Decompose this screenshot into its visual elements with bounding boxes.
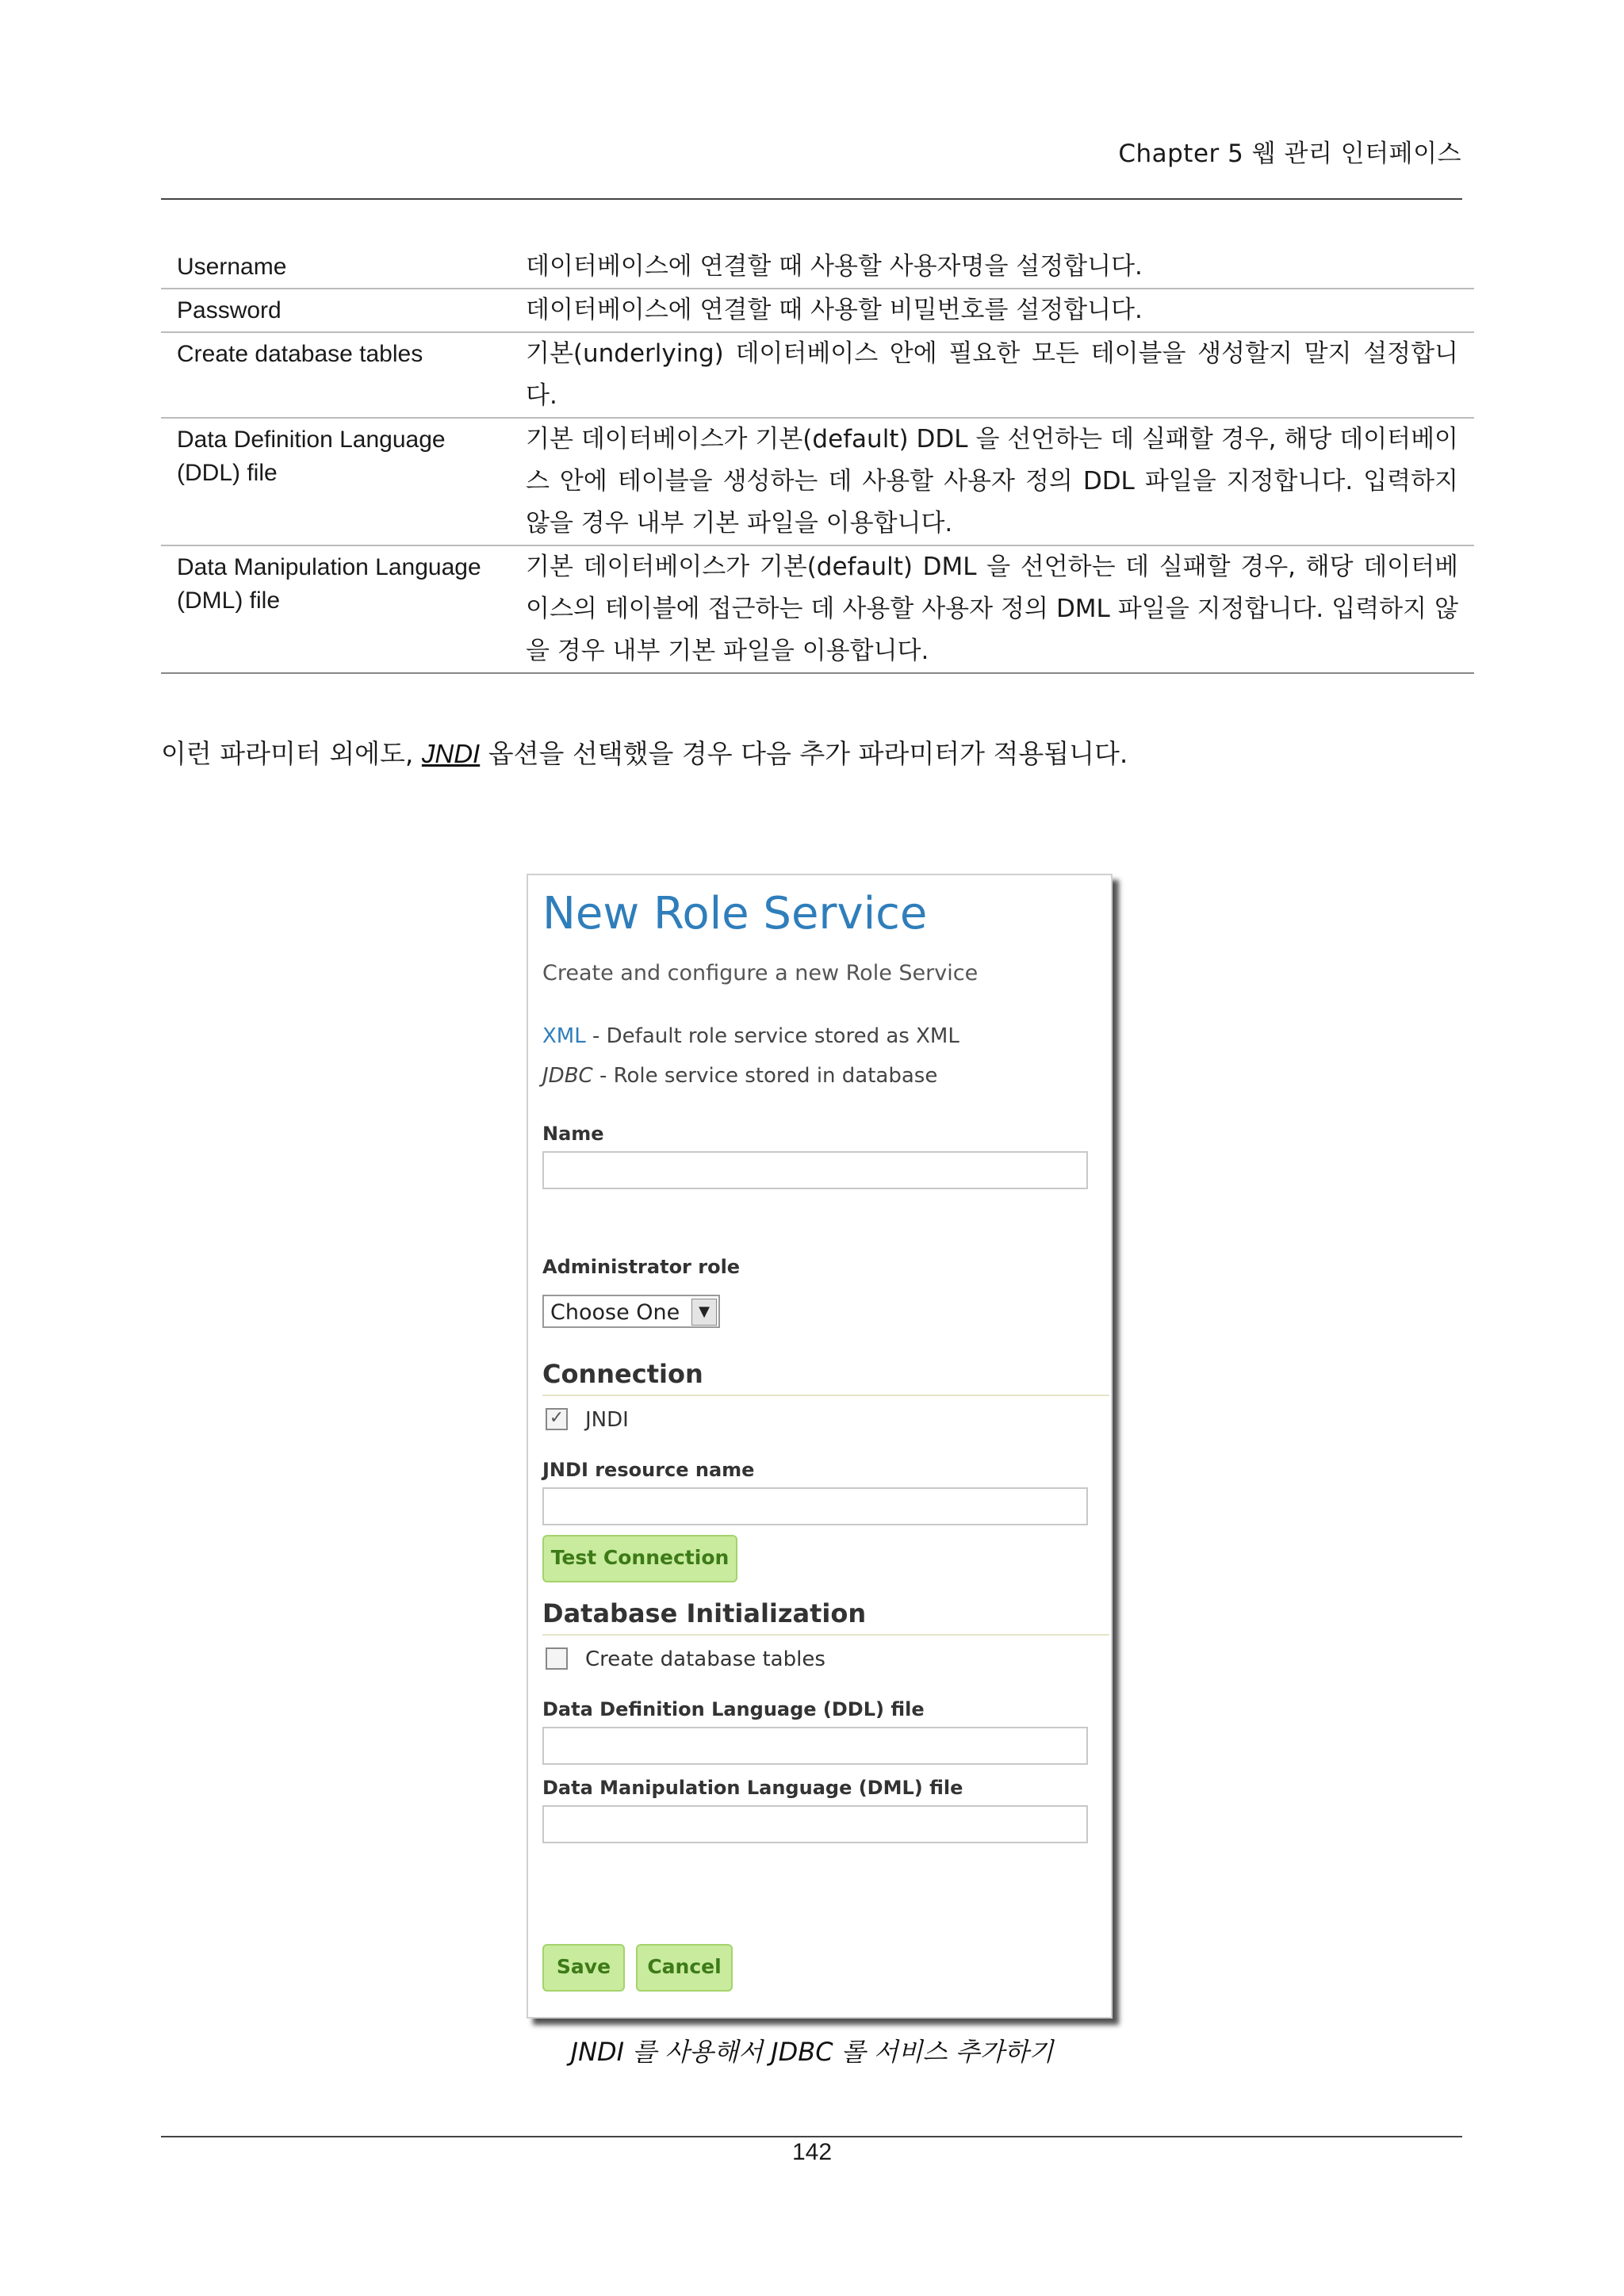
param-desc: 기본 데이터베이스가 기본(default) DML 을 선언하는 데 실패할 경우, 해당 데이터베이스의 테이블에 접근하는 데 사용할 사용자 정의 DML 파일을 지정합니다. 입력하지 않을 경우 내부 기본 파일을 이용합니다.	[526, 553, 1458, 665]
header-divider	[161, 198, 1462, 200]
figure-caption: JNDI 를 사용해서 JDBC 롤 서비스 추가하기	[570, 2037, 1054, 2067]
dml-label: Data Manipulation Language (DML) file	[542, 1777, 963, 1799]
test-connection-button[interactable]: Test Connection	[542, 1535, 737, 1582]
checkmark-icon: ✓	[549, 1408, 565, 1428]
xml-option-link[interactable]: XML	[542, 1024, 586, 1048]
param-desc: 기본(underlying) 데이터베이스 안에 필요한 모든 테이블을 생성할지 말지 설정합니다.	[526, 339, 1458, 410]
param-name: Data Definition Language (DDL) file	[177, 427, 446, 486]
param-name: Password	[177, 297, 282, 323]
chapter-header: Chapter 5 웹 관리 인터페이스	[1118, 140, 1461, 168]
intro-before: 이런 파라미터 외에도,	[161, 738, 422, 769]
new-role-service-screenshot	[527, 874, 1113, 2019]
admin-role-selected: Choose One	[550, 1300, 680, 1325]
panel-title: New Role Service	[542, 888, 928, 939]
table-row	[161, 332, 1474, 418]
xml-option-desc: - Default role service stored as XML	[585, 1024, 959, 1048]
param-name: Username	[177, 254, 287, 280]
admin-role-select[interactable]	[542, 1295, 720, 1328]
table-row	[161, 418, 1474, 545]
chevron-down-icon[interactable]: ▼	[691, 1299, 717, 1326]
section-divider	[542, 1395, 1109, 1396]
create-tables-label: Create database tables	[585, 1647, 825, 1671]
jndi-checkbox-label: JNDI	[585, 1408, 629, 1432]
name-label: Name	[542, 1123, 604, 1145]
jndi-checkbox[interactable]	[546, 1408, 568, 1430]
panel-subtitle: Create and configure a new Role Service	[542, 961, 979, 985]
create-tables-checkbox[interactable]	[546, 1647, 568, 1670]
table-row	[161, 289, 1474, 332]
dml-input[interactable]	[542, 1805, 1088, 1843]
param-desc: 기본 데이터베이스가 기본(default) DDL 을 선언하는 데 실패할 경우, 해당 데이터베이스 안에 테이블을 생성하는 데 사용할 사용자 정의 DDL 파일을 지정합니다. 입력하지 않을 경우 내부 기본 파일을 이용합니다.	[526, 425, 1458, 538]
section-divider	[542, 1634, 1109, 1636]
jndi-resource-input[interactable]	[542, 1487, 1088, 1525]
db-init-heading: Database Initialization	[542, 1598, 867, 1628]
admin-role-label: Administrator role	[542, 1256, 741, 1278]
param-name: Create database tables	[177, 341, 423, 367]
jndi-resource-label: JNDI resource name	[542, 1459, 755, 1481]
param-desc: 데이터베이스에 연결할 때 사용할 비밀번호를 설정합니다.	[526, 296, 1143, 324]
ddl-input[interactable]	[542, 1727, 1088, 1765]
jdbc-option-desc: - Role service stored in database	[592, 1064, 938, 1088]
jdbc-option-current: JDBC	[542, 1064, 593, 1088]
option-xml	[542, 1024, 959, 1048]
ddl-label: Data Definition Language (DDL) file	[542, 1698, 925, 1720]
table-row	[161, 246, 1474, 289]
page-number: 142	[791, 2139, 833, 2165]
connection-heading: Connection	[542, 1359, 703, 1389]
param-name: Data Manipulation Language (DML) file	[177, 554, 481, 614]
param-desc: 데이터베이스에 연결할 때 사용할 사용자명을 설정합니다.	[526, 252, 1143, 281]
save-button[interactable]: Save	[542, 1944, 625, 1992]
jndi-link[interactable]: JNDI	[421, 739, 481, 768]
cancel-button[interactable]: Cancel	[636, 1944, 733, 1992]
parameters-table	[161, 246, 1474, 674]
option-jdbc	[542, 1064, 937, 1088]
intro-after: 옵션을 선택했을 경우 다음 추가 파라미터가 적용됩니다.	[480, 738, 1128, 769]
footer-divider	[161, 2136, 1462, 2137]
intro-paragraph	[161, 733, 1128, 771]
table-row	[161, 545, 1474, 673]
name-input[interactable]	[542, 1151, 1088, 1189]
